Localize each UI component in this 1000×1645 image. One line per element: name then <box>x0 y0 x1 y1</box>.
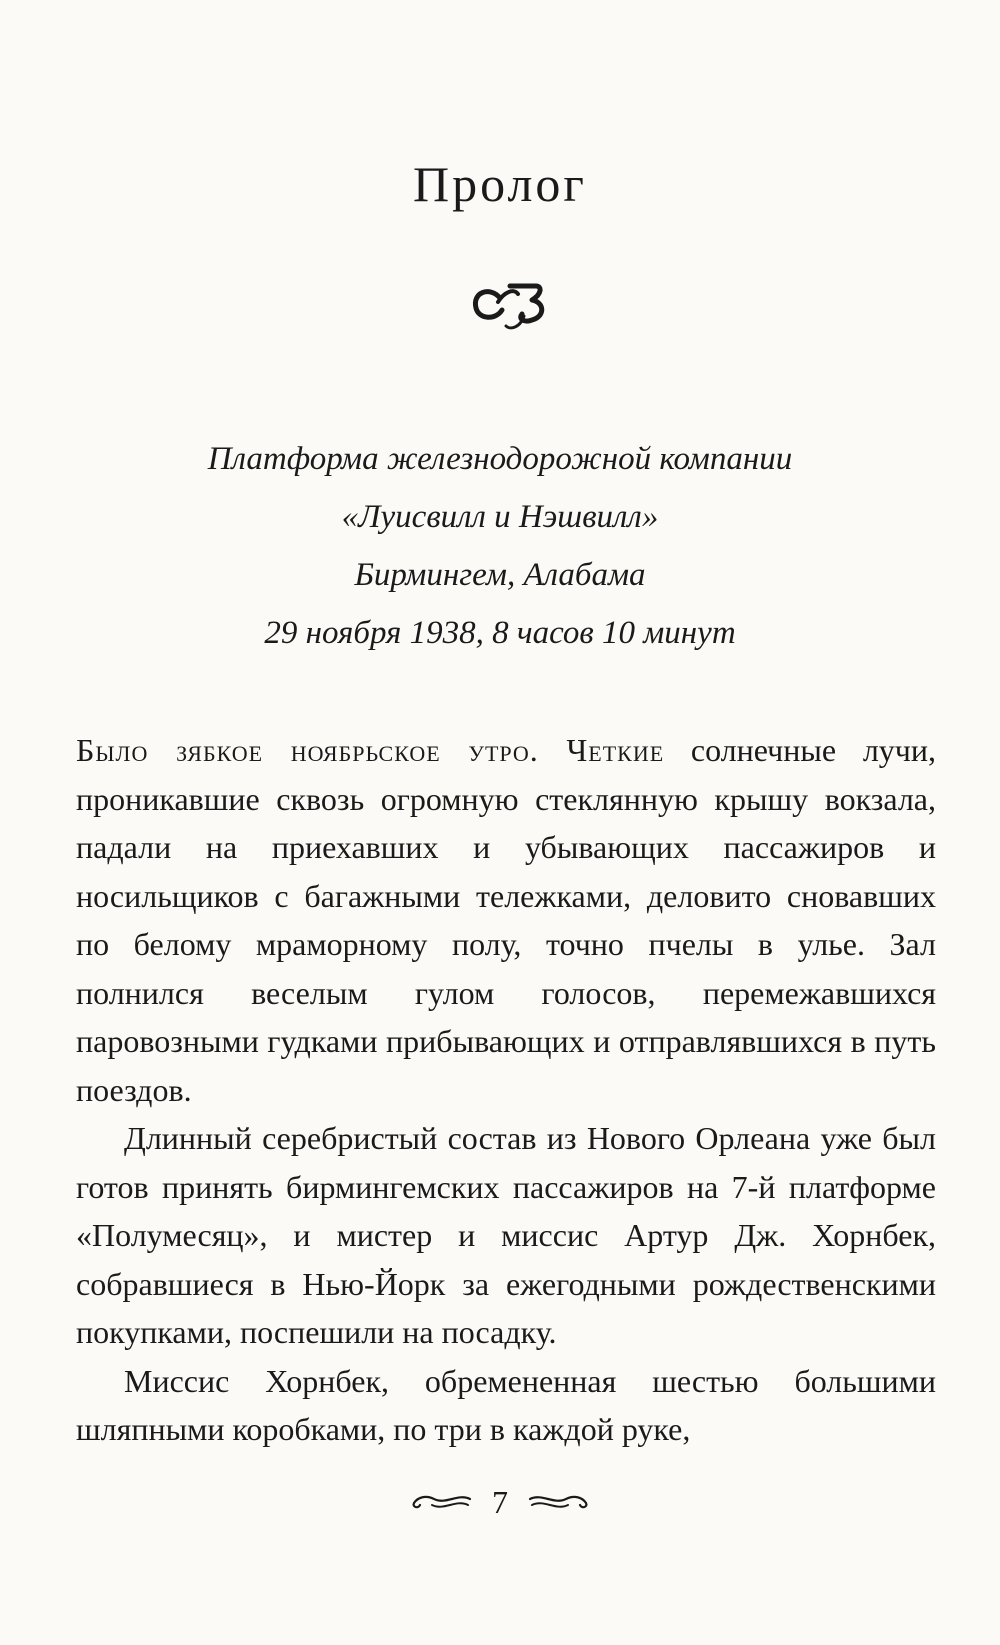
page-footer <box>0 1482 1000 1522</box>
left-swirl-icon <box>410 1491 472 1513</box>
epigraph-line: 29 ноября 1938, 8 часов 10 минут <box>264 615 736 651</box>
paragraph-lead-in: Было зябкое ноябрьское утро. Четкие <box>76 732 665 768</box>
epigraph-line: Платформа железнодорожной компании <box>207 441 793 477</box>
body-text <box>76 726 936 1454</box>
page-number: 7 <box>492 1483 508 1520</box>
paragraph-text: солнечные лучи, проникавшие сквозь огромную стеклянную крышу вокзала, падали на приехавших и убывающих пассажиров и носильщиков с багажными тележками, деловито сновавших по белому мраморному полу, точно пчелы в улье. Зал полнился веселым гулом голосов, перемежавшихся паровозными гудками прибывающих и отправлявшихся в путь поездов. <box>76 732 936 1108</box>
right-swirl-icon <box>528 1491 590 1513</box>
epigraph <box>0 430 1000 662</box>
paragraph <box>76 726 936 1114</box>
epigraph-line: «Луисвилл и Нэшвилл» <box>341 499 659 535</box>
paragraph: Длинный серебристый состав из Нового Орлеана уже был готов принять бирмингемских пассажиров на 7-й платформе «Полумесяц», и мистер и миссис Артур Дж. Хорнбек, собравшиеся в Нью-Йорк за ежегодными рождественскими покупками, поспешили на посадку. <box>76 1120 936 1350</box>
paragraph: Миссис Хорнбек, обремененная шестью большими шляпными коробками, по три в каждой руке, <box>76 1362 936 1447</box>
chapter-title: Пролог <box>413 156 587 212</box>
ornamental-flourish-icon <box>470 272 550 332</box>
epigraph-line: Бирмингем, Алабама <box>354 557 646 593</box>
